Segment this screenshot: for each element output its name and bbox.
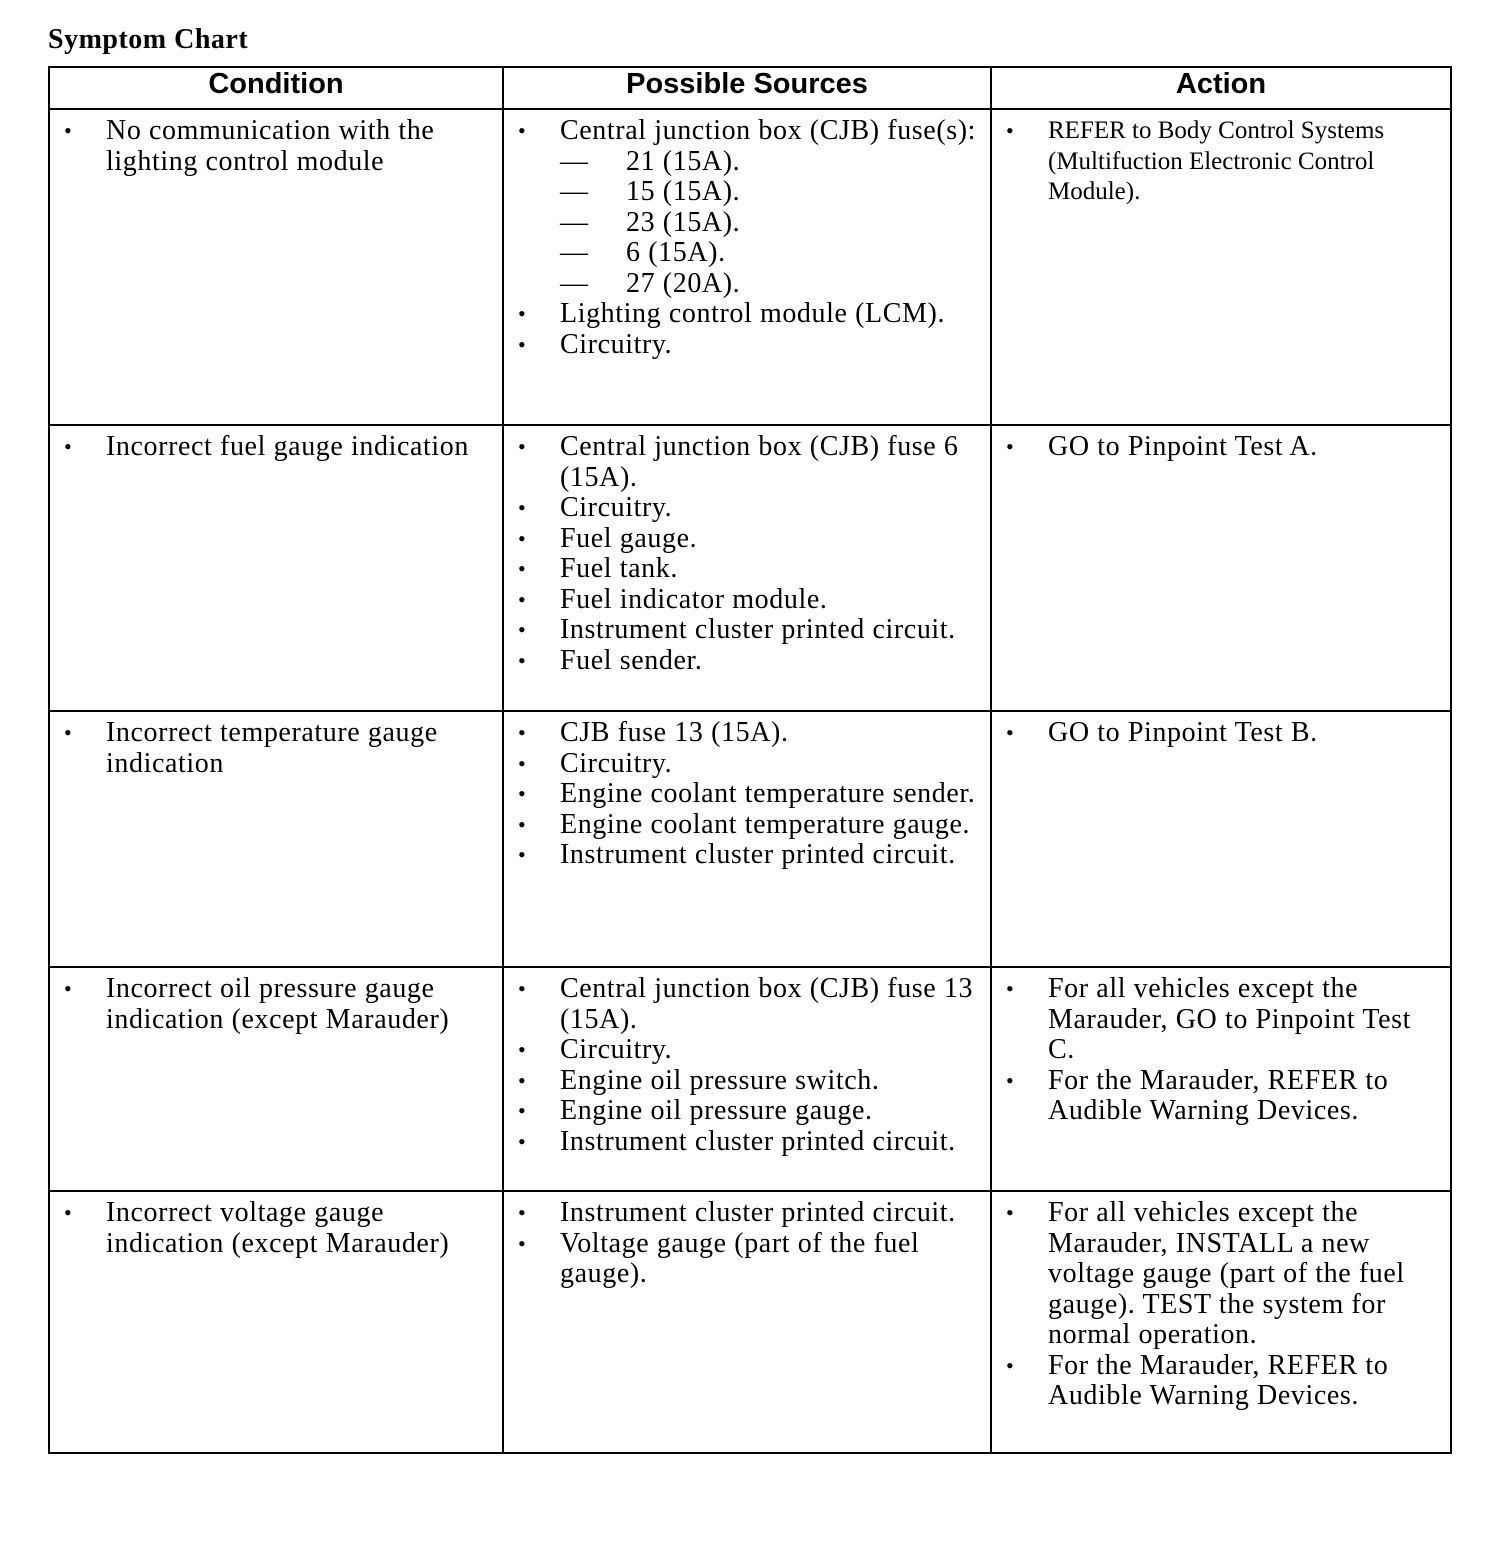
bullet-icon: • [1006,1352,1015,1378]
action-text: For all vehicles except the Marauder, INSTALL a new voltage gauge (part of the fuel gauge). TEST the system for normal operation. [1048,1197,1405,1350]
action-cell [991,711,1451,967]
action-list [992,426,1450,469]
table-row [49,967,1451,1191]
source-item [504,749,990,780]
source-item [504,1229,990,1290]
source-text: Instrument cluster printed circuit. [560,1197,956,1228]
symptom-table [48,66,1452,1454]
fuse-subitem [560,147,978,178]
source-text: Fuel sender. [560,644,703,676]
condition-text: No communication with the lighting control module [106,115,435,177]
action-item [992,432,1450,463]
bullet-icon: • [518,586,527,612]
possible-sources-cell [503,967,991,1191]
action-text: For all vehicles except the Marauder, GO to Pinpoint Test C. [1048,973,1411,1065]
source-item [504,1066,990,1097]
bullet-icon: • [518,301,527,326]
bullet-icon: • [518,976,527,1001]
fuse-subitem-text: 6 (15A). [626,237,726,268]
action-list [992,1192,1450,1418]
possible-sources-cell [503,1191,991,1453]
condition-text: Incorrect fuel gauge indication [106,431,469,462]
possible-sources-cell [503,711,991,967]
source-text: Circuitry. [560,747,673,779]
dash-icon: — [560,237,589,268]
bullet-icon: • [518,1200,527,1225]
action-cell [991,425,1451,711]
condition-list [50,968,502,1041]
bullet-icon: • [518,720,527,745]
fuse-subitem [560,269,978,300]
dash-icon: — [560,206,589,238]
bullet-icon: • [518,617,527,642]
bullet-icon: • [518,525,527,551]
source-item [504,779,990,810]
fuse-subitem-text: 21 (15A). [626,145,741,177]
source-text: Central junction box (CJB) fuse 13 (15A). [560,973,974,1035]
bullet-icon: • [518,750,527,776]
action-cell [991,967,1451,1191]
source-text: Engine oil pressure switch. [560,1064,880,1096]
table-row [49,1191,1451,1453]
dash-icon: — [560,267,589,299]
source-item [504,1198,990,1229]
source-item [504,646,990,677]
source-item [504,493,990,524]
bullet-icon: • [1006,1067,1015,1093]
source-item [504,585,990,616]
possible-sources-cell [503,109,991,425]
table-row [49,711,1451,967]
source-item [504,299,990,330]
chart-title: Symptom Chart [48,24,249,55]
source-item [504,116,990,299]
source-item [504,432,990,493]
condition-list [50,1192,502,1265]
bullet-icon: • [518,1098,527,1123]
source-item [504,974,990,1035]
bullet-icon: • [518,1128,527,1154]
bullet-icon: • [518,118,527,143]
source-item [504,615,990,646]
action-item [992,1351,1450,1412]
action-cell [991,1191,1451,1453]
possible-sources-cell [503,425,991,711]
dash-icon: — [560,145,589,177]
fuse-sublist [560,147,978,300]
source-item [504,554,990,585]
table-row [49,109,1451,425]
source-item [504,524,990,555]
source-list [504,968,990,1163]
source-item [504,1096,990,1127]
column-header-action: Action [991,67,1451,109]
action-item [992,974,1450,1066]
action-item [992,1198,1450,1351]
source-text: Instrument cluster printed circuit. [560,1125,956,1157]
condition-cell [49,109,503,425]
action-item [992,1066,1450,1127]
condition-list [50,110,502,183]
source-text: Instrument cluster printed circuit. [560,614,956,645]
action-item [992,718,1450,749]
source-text: Engine coolant temperature sender. [560,778,976,809]
bullet-icon: • [1006,434,1015,459]
bullet-icon: • [64,1200,73,1225]
fuse-subitem-text: 27 (20A). [626,267,741,299]
condition-item [50,718,502,779]
source-list [504,1192,990,1296]
source-text: Circuitry. [560,328,673,360]
source-text: Circuitry. [560,492,673,523]
bullet-icon: • [518,1230,527,1256]
source-text: Central junction box (CJB) fuse(s): [560,115,977,146]
action-cell [991,109,1451,425]
source-item [504,718,990,749]
fuse-subitem [560,208,978,239]
bullet-icon: • [518,1067,527,1093]
source-text: Engine coolant temperature gauge. [560,808,971,840]
source-text: Instrument cluster printed circuit. [560,839,956,870]
condition-item [50,974,502,1035]
action-text: REFER to Body Control Systems (Multifuction Electronic Control Module). [1048,117,1385,205]
condition-cell [49,425,503,711]
condition-cell [49,1191,503,1453]
source-item [504,810,990,841]
source-list [504,712,990,877]
condition-text: Incorrect temperature gauge indication [106,717,438,779]
condition-cell [49,967,503,1191]
condition-text: Incorrect voltage gauge indication (except Marauder) [106,1197,450,1259]
dash-icon: — [560,176,589,207]
action-text: For the Marauder, REFER to Audible Warning Devices. [1048,1064,1389,1126]
bullet-icon: • [518,781,527,806]
bullet-icon: • [518,556,527,581]
source-item [504,330,990,361]
header-row [49,67,1451,109]
source-text: Engine oil pressure gauge. [560,1095,873,1126]
bullet-icon: • [518,331,527,357]
bullet-icon: • [64,434,73,459]
bullet-icon: • [518,1037,527,1062]
action-list [992,968,1450,1133]
action-text: For the Marauder, REFER to Audible Warning Devices. [1048,1349,1389,1411]
action-list [992,110,1450,214]
action-list [992,712,1450,755]
source-list [504,426,990,682]
condition-item [50,432,502,463]
bullet-icon: • [518,434,527,459]
source-text: CJB fuse 13 (15A). [560,717,789,748]
bullet-icon: • [518,811,527,837]
bullet-icon: • [1006,976,1015,1001]
condition-list [50,426,502,469]
source-text: Lighting control module (LCM). [560,298,946,329]
bullet-icon: • [1006,118,1014,143]
bullet-icon: • [518,647,527,673]
source-list [504,110,990,366]
condition-text: Incorrect oil pressure gauge indication (except Marauder) [106,973,450,1035]
fuse-subitem [560,238,978,269]
fuse-subitem-text: 15 (15A). [626,176,741,207]
bullet-icon: • [1006,720,1015,745]
source-item [504,840,990,871]
column-header-possible-sources: Possible Sources [503,67,991,109]
bullet-icon: • [64,720,73,745]
condition-item [50,1198,502,1259]
bullet-icon: • [518,495,527,520]
bullet-icon: • [518,842,527,867]
action-text: GO to Pinpoint Test A. [1048,431,1318,462]
source-text: Circuitry. [560,1034,673,1065]
source-text: Fuel indicator module. [560,583,828,615]
bullet-icon: • [64,976,73,1001]
condition-item [50,116,502,177]
bullet-icon: • [64,118,73,143]
column-header-condition: Condition [49,67,503,109]
condition-list [50,712,502,785]
action-text: GO to Pinpoint Test B. [1048,717,1318,748]
source-text: Fuel tank. [560,553,678,584]
source-item [504,1035,990,1066]
table-row [49,425,1451,711]
bullet-icon: • [1006,1200,1015,1225]
source-text: Voltage gauge (part of the fuel gauge). [560,1227,920,1289]
source-item [504,1127,990,1158]
source-text: Fuel gauge. [560,522,698,554]
condition-cell [49,711,503,967]
fuse-subitem-text: 23 (15A). [626,206,741,238]
source-text: Central junction box (CJB) fuse 6 (15A). [560,431,959,493]
fuse-subitem [560,177,978,208]
action-item [992,116,1450,208]
